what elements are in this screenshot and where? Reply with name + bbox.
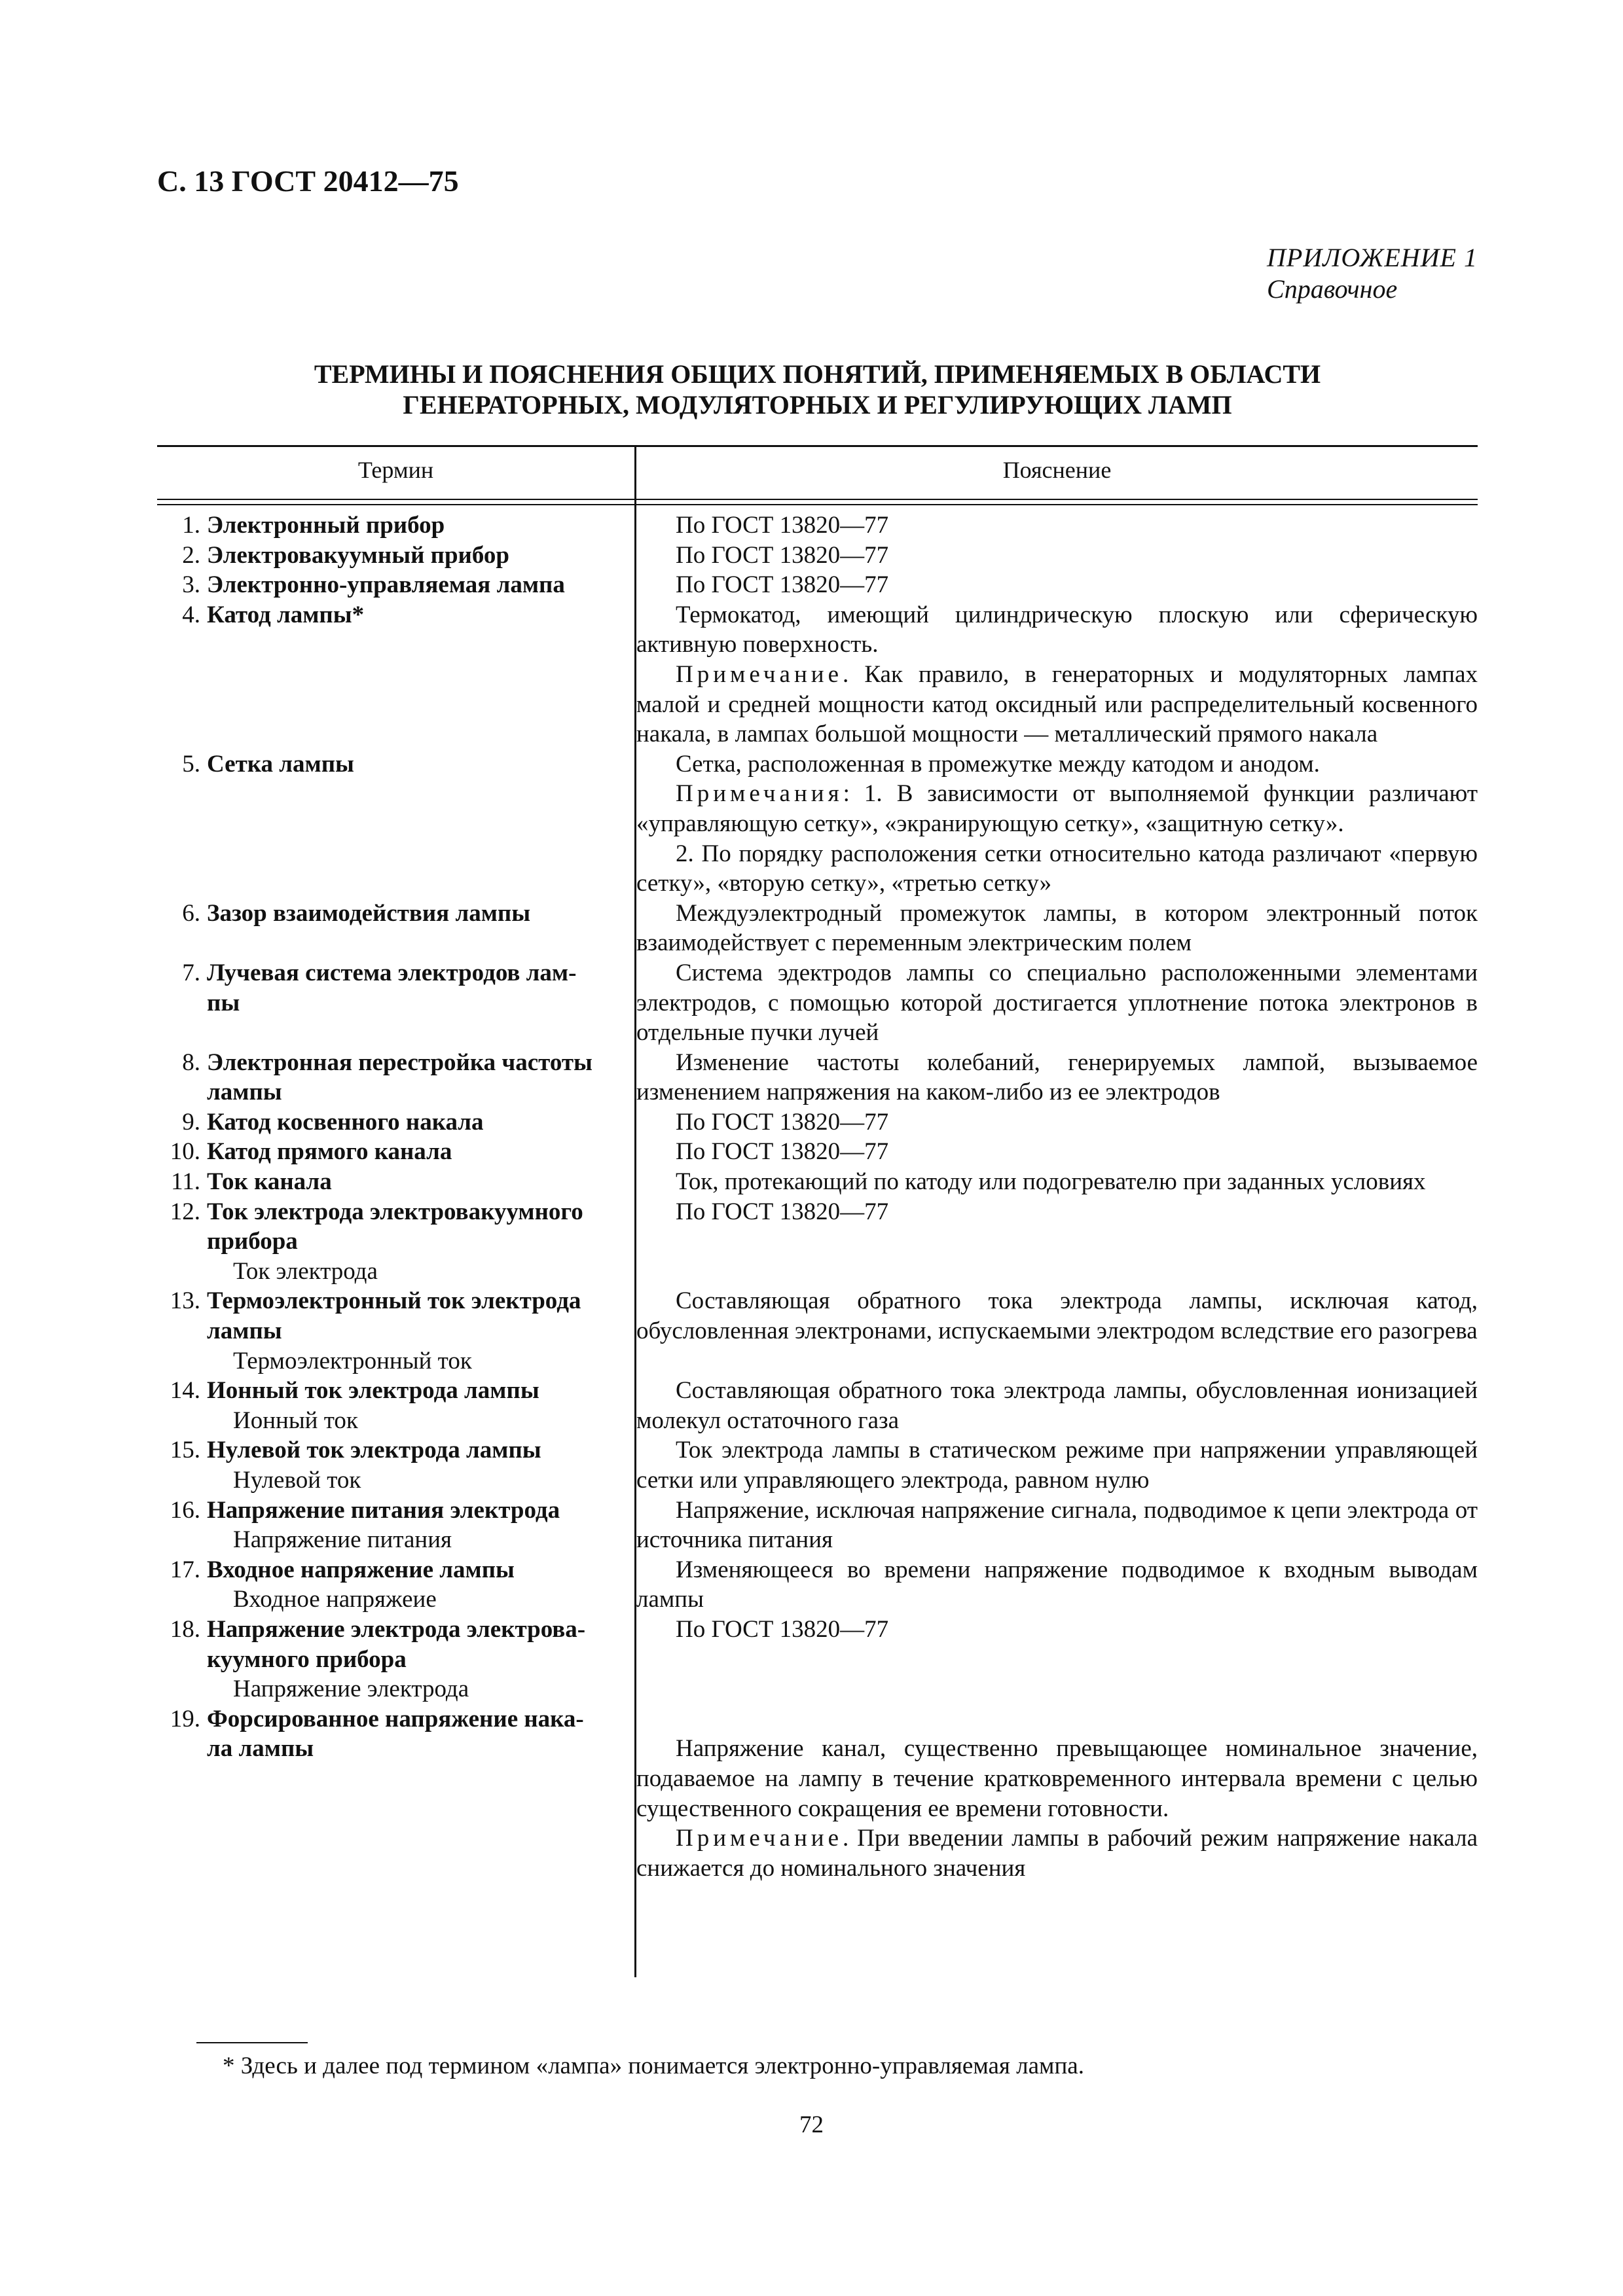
- note-lead: Примечание: [676, 660, 843, 688]
- term-line: [164, 1286, 627, 1316]
- term-number: 7.: [182, 959, 200, 986]
- term-line: [164, 1704, 627, 1734]
- term-alias: Нулевой ток: [233, 1467, 361, 1494]
- explanation-cell: [636, 541, 1478, 571]
- footnote: * Здесь и далее под термином «лампа» понимается электронно-управляемая лампа.: [223, 2053, 1084, 2079]
- table-row: [157, 541, 1478, 571]
- term-number: [164, 1316, 207, 1346]
- term-number: 12.: [170, 1198, 200, 1225]
- term-cell: [157, 541, 627, 571]
- page-number: 72: [799, 2111, 824, 2138]
- explanation-cell: [636, 1197, 1478, 1287]
- table-row: [157, 1197, 1478, 1287]
- explanation-paragraph: [636, 660, 1478, 749]
- term-alias: Ток электрода: [233, 1257, 378, 1285]
- explanation-text: По ГОСТ 13820—77: [676, 571, 889, 599]
- term-line: [164, 1734, 627, 1764]
- explanation-cell: [636, 1555, 1478, 1615]
- explanation-paragraph: [636, 1615, 1478, 1645]
- explanation-text: Напряжение канал, существенно превыщающее номинальное значение, подаваемое на лампу в течение кратковременного интервала времени с целью существенного сокращения ее времени готовности.: [636, 1735, 1478, 1822]
- term-cell: [157, 1435, 627, 1495]
- term-number: [164, 988, 207, 1018]
- explanation-paragraph: [636, 779, 1478, 838]
- term-alias: Входное напряжеие: [233, 1586, 437, 1613]
- term-name: Ток электрода электровакуумного: [207, 1198, 583, 1225]
- explanation-text: По ГОСТ 13820—77: [676, 1108, 889, 1136]
- table-row: [157, 1376, 1478, 1435]
- table-row: [157, 1704, 1478, 1884]
- term-cell: [157, 1107, 627, 1138]
- term-cell: [157, 1048, 627, 1107]
- explanation-text: Изменяющееся во времени напряжение подводимое к входным выводам лампы: [636, 1556, 1478, 1613]
- term-number: 1.: [182, 512, 200, 539]
- term-alias: Ионный ток: [233, 1407, 358, 1434]
- term-name: Зазор взаимодействия лампы: [207, 899, 531, 927]
- term-name: Лучевая система электродов лам-: [207, 959, 577, 986]
- explanation-text: Напряжение, исключая напряжение сигнала, подводимое к цепи электрода от источника питания: [636, 1496, 1478, 1554]
- term-number: 13.: [170, 1287, 200, 1315]
- term-cell: [157, 1496, 627, 1555]
- term-name: пы: [207, 989, 240, 1016]
- term-line: [164, 1048, 627, 1078]
- table-row: [157, 1286, 1478, 1376]
- term-number: 19.: [170, 1705, 200, 1732]
- term-line: [164, 1316, 627, 1346]
- term-number: 18.: [170, 1615, 200, 1643]
- term-name: Электронный прибор: [207, 512, 445, 539]
- term-name: Нулевой ток электрода лампы: [207, 1437, 541, 1464]
- term-name: Сетка лампы: [207, 750, 354, 778]
- term-line: [164, 1435, 627, 1465]
- table-row: [157, 1555, 1478, 1615]
- table-row: [157, 749, 1478, 899]
- term-name: Ионный ток электрода лампы: [207, 1377, 539, 1405]
- explanation-cell: [636, 1496, 1478, 1555]
- title-line-1: ТЕРМИНЫ И ПОЯСНЕНИЯ ОБЩИХ ПОНЯТИЙ, ПРИМЕНЯЕМЫХ В ОБЛАСТИ: [314, 359, 1321, 389]
- explanation-cell: [636, 1376, 1478, 1435]
- term-cell: [157, 1197, 627, 1287]
- term-cell: [157, 1704, 627, 1884]
- explanation-text: По ГОСТ 13820—77: [676, 1615, 889, 1643]
- explanation-text: : 1. В зависимости от выполняемой функции различают «управляющую сетку», «экранирующую сетку», «защитную сетку».: [636, 780, 1478, 837]
- term-name: куумного прибора: [207, 1645, 407, 1673]
- explanation-cell: [636, 1615, 1478, 1704]
- term-alias: Напряжение питания: [233, 1526, 452, 1554]
- term-line: [164, 1555, 627, 1585]
- term-number: [164, 1734, 207, 1764]
- table-row: [157, 600, 1478, 749]
- term-number: 5.: [182, 750, 200, 778]
- table-row: [157, 570, 1478, 600]
- explanation-paragraph: [636, 1555, 1478, 1615]
- table-row: [157, 958, 1478, 1048]
- explanation-paragraph: [636, 1048, 1478, 1107]
- table-row: [157, 1107, 1478, 1138]
- explanation-cell: [636, 600, 1478, 749]
- table-top-rule: [157, 445, 1478, 447]
- explanation-text: По ГОСТ 13820—77: [676, 1198, 889, 1225]
- appendix-label: ПРИЛОЖЕНИЕ 1: [1267, 243, 1478, 272]
- term-cell: [157, 1167, 627, 1197]
- term-name: Напряжение питания электрода: [207, 1496, 560, 1524]
- term-number: 3.: [182, 571, 200, 599]
- term-cell: [157, 958, 627, 1048]
- explanation-text: По ГОСТ 13820—77: [676, 1138, 889, 1166]
- term-number: 6.: [182, 899, 200, 927]
- document-title: [157, 359, 1478, 420]
- term-line: [164, 899, 627, 929]
- term-name: Форсированное напряжение нака-: [207, 1705, 584, 1732]
- explanation-text: 2. По порядку расположения сетки относительно катода различают «первую сетку», «вторую сетку», «третью сетку»: [636, 840, 1478, 897]
- table-row: [157, 1435, 1478, 1495]
- term-number: [164, 1227, 207, 1257]
- explanation-paragraph: [636, 958, 1478, 1048]
- table-row: [157, 1137, 1478, 1167]
- explanation-cell: [636, 1167, 1478, 1197]
- explanation-text: Ток электрода лампы в статическом режиме при напряжении управляющей сетки или управляющего электрода, равном нулю: [636, 1437, 1478, 1494]
- explanation-paragraph: [636, 899, 1478, 958]
- term-line: [164, 1615, 627, 1645]
- term-cell: [157, 570, 627, 600]
- explanation-text: Составляющая обратного тока электрода лампы, исключая катод, обусловленная электронами, испускаемыми электродом вследствие его разогрева: [636, 1287, 1478, 1345]
- term-line: [164, 1137, 627, 1167]
- term-name: лампы: [207, 1318, 282, 1345]
- term-name: Электронно-управляемая лампа: [207, 571, 565, 599]
- explanation-cell: [636, 511, 1478, 541]
- term-name: Электронная перестройка частоты: [207, 1049, 593, 1076]
- term-name: лампы: [207, 1079, 282, 1106]
- explanation-cell: [636, 958, 1478, 1048]
- term-line: [164, 1197, 627, 1227]
- explanation-text: Междуэлектродный промежуток лампы, в котором электронный поток взаимодействует с переменным электрическим полем: [636, 899, 1478, 957]
- explanation-paragraph: [636, 541, 1478, 571]
- explanation-cell: [636, 570, 1478, 600]
- table-row: [157, 511, 1478, 541]
- table-row: [157, 1167, 1478, 1197]
- explanation-cell: [636, 1137, 1478, 1167]
- explanation-cell: [636, 899, 1478, 958]
- term-line: [164, 1376, 627, 1406]
- explanation-paragraph: [636, 1435, 1478, 1495]
- term-name: Входное напряжение лампы: [207, 1556, 515, 1583]
- explanation-cell: [636, 1286, 1478, 1376]
- explanation-paragraph: [636, 570, 1478, 600]
- term-number: [164, 1645, 207, 1675]
- table-row: [157, 1615, 1478, 1704]
- term-number: 8.: [182, 1049, 200, 1076]
- explanation-text: Составляющая обратного тока электрода лампы, обусловленная ионизацией молекул остаточного газа: [636, 1377, 1478, 1434]
- term-line: [164, 570, 627, 600]
- explanation-paragraph: [636, 600, 1478, 660]
- appendix-type: Справочное: [1267, 274, 1398, 304]
- appendix-label-block: [1267, 242, 1478, 305]
- explanation-paragraph: [636, 1734, 1478, 1823]
- explanation-cell: [636, 1435, 1478, 1495]
- term-line: [164, 1496, 627, 1526]
- explanation-paragraph: [636, 511, 1478, 541]
- term-cell: [157, 899, 627, 958]
- page-header: С. 13 ГОСТ 20412—75: [157, 164, 459, 198]
- explanation-text: По ГОСТ 13820—77: [676, 512, 889, 539]
- header-rule-double: [157, 504, 1478, 505]
- term-line: [164, 1645, 627, 1675]
- header-rule: [157, 499, 1478, 500]
- explanation-paragraph: [636, 1496, 1478, 1555]
- term-line: [164, 1227, 627, 1257]
- explanation-text: Изменение частоты колебаний, генерируемых лампой, вызываемое изменением напряжения на каком-либо из ее электродов: [636, 1049, 1478, 1106]
- explanation-paragraph: [636, 1823, 1478, 1883]
- explanation-cell: [636, 1704, 1478, 1884]
- title-line-2: ГЕНЕРАТОРНЫХ, МОДУЛЯТОРНЫХ И РЕГУЛИРУЮЩИХ ЛАМП: [403, 390, 1232, 420]
- term-line: [164, 958, 627, 988]
- term-number: [164, 1077, 207, 1107]
- term-cell: [157, 1286, 627, 1376]
- term-name: Катод косвенного накала: [207, 1108, 484, 1136]
- explanation-text: Ток, протекающий по катоду или подогревателю при заданных условиях: [676, 1168, 1426, 1196]
- term-line: [164, 600, 627, 630]
- column-header-explanation: Пояснение: [1002, 457, 1112, 483]
- term-name: Катод прямого канала: [207, 1138, 452, 1166]
- term-line: [164, 1107, 627, 1138]
- explanation-text: Сетка, расположенная в промежутке между катодом и анодом.: [676, 750, 1320, 778]
- explanation-text: По ГОСТ 13820—77: [676, 541, 889, 569]
- explanation-text: Термокатод, имеющий цилиндрическую плоскую или сферическую активную поверхность.: [636, 601, 1478, 658]
- term-name: Термоэлектронный ток электрода: [207, 1287, 581, 1315]
- explanation-paragraph: [636, 839, 1478, 899]
- term-cell: [157, 600, 627, 749]
- explanation-paragraph: [636, 1376, 1478, 1435]
- terms-table-body: [157, 511, 1478, 1883]
- explanation-text: . При введении лампы в рабочий режим напряжение накала снижается до номинального значения: [636, 1825, 1478, 1882]
- explanation-paragraph: [636, 1286, 1478, 1346]
- term-line: [164, 541, 627, 571]
- term-cell: [157, 749, 627, 899]
- table-row: [157, 1048, 1478, 1107]
- note-lead: Примечание: [676, 1825, 843, 1852]
- term-number: 4.: [182, 601, 200, 628]
- footnote-rule: [196, 2042, 308, 2043]
- table-row: [157, 1496, 1478, 1555]
- explanation-paragraph: [636, 1137, 1478, 1167]
- explanation-paragraph: [636, 1167, 1478, 1197]
- explanation-cell: [636, 1048, 1478, 1107]
- note-lead: Примечания: [676, 780, 843, 808]
- term-number: 15.: [170, 1437, 200, 1464]
- term-name: Катод лампы*: [207, 601, 365, 628]
- term-name: ла лампы: [207, 1735, 314, 1763]
- explanation-cell: [636, 749, 1478, 899]
- table-row: [157, 899, 1478, 958]
- term-cell: [157, 1615, 627, 1704]
- term-name: прибора: [207, 1228, 298, 1255]
- explanation-cell: [636, 1107, 1478, 1138]
- explanation-text: Система эдектродов лампы со специально расположенными элементами электродов, с помощью которой достигается уплотнение потока электронов в отдельные пучки лучей: [636, 959, 1478, 1047]
- explanation-paragraph: [636, 1197, 1478, 1227]
- term-number: 10.: [170, 1138, 200, 1166]
- term-alias: Термоэлектронный ток: [233, 1347, 472, 1374]
- term-cell: [157, 1137, 627, 1167]
- term-name: Электровакуумный прибор: [207, 541, 509, 569]
- term-cell: [157, 1376, 627, 1435]
- term-number: 17.: [170, 1556, 200, 1583]
- term-line: [164, 988, 627, 1018]
- term-line: [164, 749, 627, 780]
- term-line: [164, 511, 627, 541]
- term-name: Ток канала: [207, 1168, 332, 1196]
- term-cell: [157, 511, 627, 541]
- term-number: 2.: [182, 541, 200, 569]
- term-number: 16.: [170, 1496, 200, 1524]
- term-cell: [157, 1555, 627, 1615]
- term-line: [164, 1167, 627, 1197]
- explanation-paragraph: [636, 749, 1478, 780]
- column-header-term: Термин: [357, 457, 434, 483]
- explanation-paragraph: [636, 1107, 1478, 1138]
- term-alias: Напряжение электрода: [233, 1676, 469, 1703]
- term-line: [164, 1077, 627, 1107]
- term-number: 11.: [171, 1168, 200, 1196]
- term-number: 9.: [182, 1108, 200, 1136]
- term-number: 14.: [170, 1377, 200, 1405]
- term-name: Напряжение электрода электрова-: [207, 1615, 586, 1643]
- explanation-text: . Как правило, в генераторных и модуляторных лампах малой и средней мощности катод оксидный или распределительный косвенного накала, в лампах большой мощности — металлический прямого накала: [636, 660, 1478, 748]
